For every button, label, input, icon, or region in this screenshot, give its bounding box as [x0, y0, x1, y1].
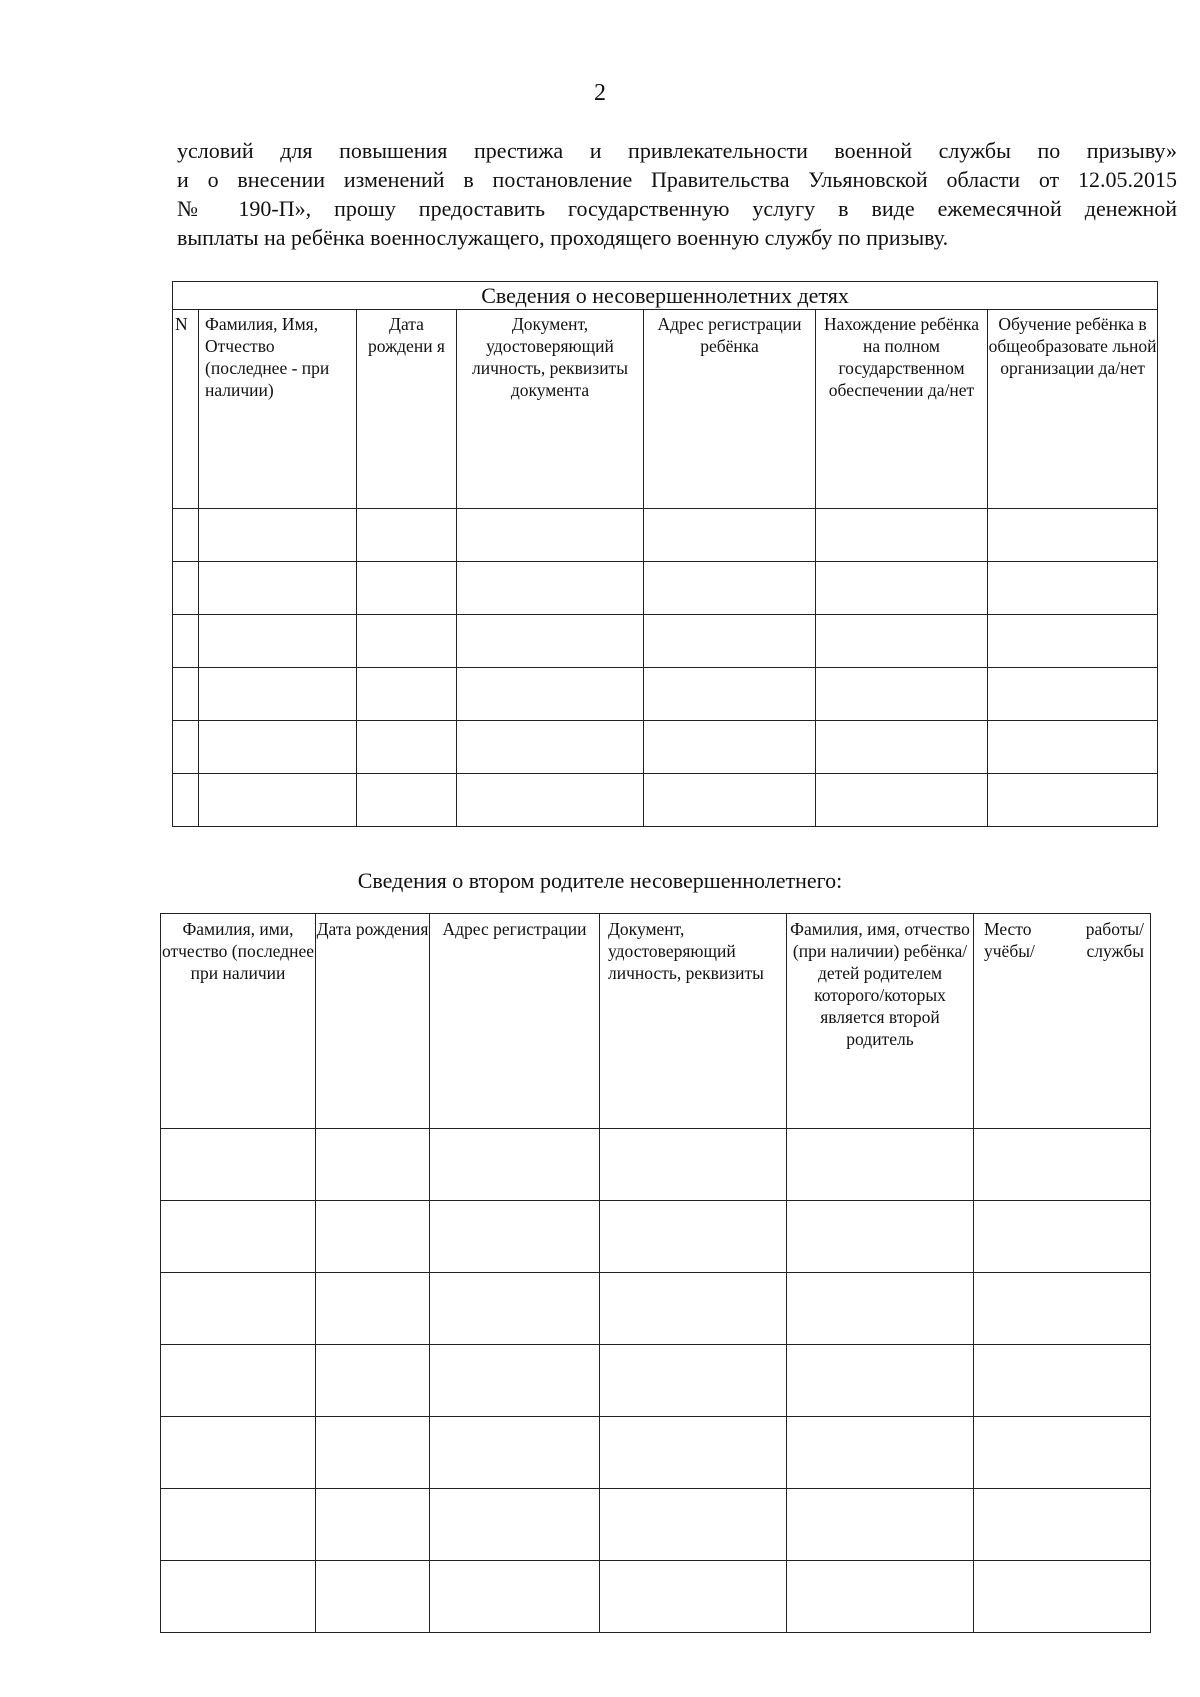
table-cell[interactable]	[974, 1273, 1151, 1345]
column-header-state-support: Нахождение ребёнка на полном государственном обеспечении да/нет	[816, 310, 988, 509]
table-cell[interactable]	[161, 1417, 316, 1489]
table-cell[interactable]	[457, 668, 644, 721]
table-cell[interactable]	[316, 1561, 430, 1633]
table-cell[interactable]	[173, 774, 199, 827]
table-cell[interactable]	[161, 1201, 316, 1273]
table-row	[173, 615, 1158, 668]
table-cell[interactable]	[199, 562, 357, 615]
table-cell[interactable]	[430, 1345, 600, 1417]
column-header-parent-birth-date: Дата рождения	[316, 914, 430, 1129]
table-row	[161, 1489, 1151, 1561]
table-cell[interactable]	[173, 615, 199, 668]
second-parent-section-title: Сведения о втором родителе несовершеннолетнего:	[357, 868, 843, 893]
column-header-parent-workplace: Место работы/ учёбы/ службы	[974, 914, 1151, 1129]
table-cell[interactable]	[199, 721, 357, 774]
table-cell[interactable]	[316, 1345, 430, 1417]
table-cell[interactable]	[457, 615, 644, 668]
table-cell[interactable]	[457, 721, 644, 774]
table-cell[interactable]	[988, 774, 1158, 827]
table-cell[interactable]	[974, 1489, 1151, 1561]
page-number: 2	[594, 80, 606, 106]
table-cell[interactable]	[974, 1417, 1151, 1489]
table-cell[interactable]	[173, 562, 199, 615]
table-cell[interactable]	[988, 562, 1158, 615]
table-cell[interactable]	[787, 1273, 974, 1345]
table-cell[interactable]	[600, 1273, 787, 1345]
table-row	[173, 509, 1158, 562]
table-row	[161, 1201, 1151, 1273]
column-header-identity-document: Документ, удостоверяющий личность, реквизиты документа	[457, 310, 644, 509]
table-row	[161, 1273, 1151, 1345]
table-cell[interactable]	[161, 1489, 316, 1561]
intro-line: выплаты на ребёнка военнослужащего, проходящего военную службу по призыву.	[177, 225, 949, 250]
table-cell[interactable]	[316, 1201, 430, 1273]
column-header-full-name: Фамилия, Имя, Отчество (последнее - при наличии)	[199, 310, 357, 509]
table-cell[interactable]	[644, 509, 816, 562]
table-cell[interactable]	[357, 509, 457, 562]
table-cell[interactable]	[430, 1129, 600, 1201]
table-cell[interactable]	[161, 1273, 316, 1345]
table-cell[interactable]	[357, 774, 457, 827]
table-cell[interactable]	[988, 615, 1158, 668]
table-cell[interactable]	[430, 1273, 600, 1345]
table-cell[interactable]	[816, 668, 988, 721]
table-cell[interactable]	[974, 1201, 1151, 1273]
table-cell[interactable]	[644, 615, 816, 668]
table-row	[161, 1417, 1151, 1489]
table-cell[interactable]	[787, 1561, 974, 1633]
table-cell[interactable]	[430, 1489, 600, 1561]
table-cell[interactable]	[357, 668, 457, 721]
table-cell[interactable]	[644, 721, 816, 774]
table-cell[interactable]	[974, 1345, 1151, 1417]
table-cell[interactable]	[644, 562, 816, 615]
table-cell[interactable]	[357, 615, 457, 668]
table-cell[interactable]	[974, 1561, 1151, 1633]
table-cell[interactable]	[316, 1417, 430, 1489]
table-cell[interactable]	[816, 721, 988, 774]
table-cell[interactable]	[430, 1417, 600, 1489]
table-cell[interactable]	[787, 1489, 974, 1561]
intro-paragraph	[177, 136, 1177, 252]
table-cell[interactable]	[816, 615, 988, 668]
intro-line: и о внесении изменений в постановление Правительства Ульяновской области от 12.05.2015	[177, 167, 1177, 192]
second-parent-table	[160, 913, 1151, 1633]
table-row	[173, 721, 1158, 774]
table-row	[161, 1129, 1151, 1201]
table-cell[interactable]	[161, 1129, 316, 1201]
table-cell[interactable]	[600, 1345, 787, 1417]
table-cell[interactable]	[787, 1201, 974, 1273]
table-cell[interactable]	[457, 774, 644, 827]
table-cell[interactable]	[600, 1129, 787, 1201]
column-header-parent-identity-document: Документ, удостоверяющий личность, реквизиты	[600, 914, 787, 1129]
table-cell[interactable]	[600, 1417, 787, 1489]
table-cell[interactable]	[644, 668, 816, 721]
table-cell[interactable]	[457, 509, 644, 562]
table-row	[173, 774, 1158, 827]
children-table	[172, 281, 1158, 827]
table-row	[173, 668, 1158, 721]
table-cell[interactable]	[161, 1345, 316, 1417]
table-row	[161, 1561, 1151, 1633]
table-cell[interactable]	[816, 774, 988, 827]
table-cell[interactable]	[988, 509, 1158, 562]
intro-line: № 190-П», прошу предоставить государственную услугу в виде ежемесячной денежной	[177, 196, 1177, 221]
table-cell[interactable]	[161, 1561, 316, 1633]
children-table-title: Сведения о несовершеннолетних детях	[173, 282, 1158, 310]
table-cell[interactable]	[974, 1129, 1151, 1201]
column-header-registration-address: Адрес регистрации ребёнка	[644, 310, 816, 509]
table-cell[interactable]	[787, 1417, 974, 1489]
table-row	[161, 1345, 1151, 1417]
table-cell[interactable]	[316, 1129, 430, 1201]
table-cell[interactable]	[173, 668, 199, 721]
column-header-parent-children-names: Фамилия, имя, отчество (при наличии) ребёнка/ детей родителем которого/которых является второй родитель	[787, 914, 974, 1129]
table-cell[interactable]	[357, 721, 457, 774]
table-cell[interactable]	[199, 509, 357, 562]
table-cell[interactable]	[173, 509, 199, 562]
column-header-birth-date: Дата рождени я	[357, 310, 457, 509]
table-cell[interactable]	[816, 562, 988, 615]
table-cell[interactable]	[644, 774, 816, 827]
table-cell[interactable]	[816, 509, 988, 562]
table-cell[interactable]	[199, 615, 357, 668]
column-header-number: N	[173, 310, 199, 509]
table-cell[interactable]	[600, 1489, 787, 1561]
table-cell[interactable]	[173, 721, 199, 774]
table-cell[interactable]	[430, 1561, 600, 1633]
table-row	[173, 562, 1158, 615]
column-header-parent-registration-address: Адрес регистрации	[430, 914, 600, 1129]
table-cell[interactable]	[357, 562, 457, 615]
table-cell[interactable]	[600, 1201, 787, 1273]
table-cell[interactable]	[600, 1561, 787, 1633]
intro-line: условий для повышения престижа и привлекательности военной службы по призыву»	[177, 138, 1177, 163]
table-cell[interactable]	[316, 1273, 430, 1345]
table-cell[interactable]	[457, 562, 644, 615]
table-cell[interactable]	[787, 1129, 974, 1201]
column-header-parent-full-name: Фамилия, ими, отчество (последнее при наличии	[161, 914, 316, 1129]
table-cell[interactable]	[988, 668, 1158, 721]
table-cell[interactable]	[316, 1489, 430, 1561]
second-parent-table-header	[161, 914, 1151, 1129]
children-table-header	[173, 310, 1158, 509]
table-cell[interactable]	[787, 1345, 974, 1417]
table-cell[interactable]	[430, 1201, 600, 1273]
column-header-education: Обучение ребёнка в общеобразовате льной организации да/нет	[988, 310, 1158, 509]
table-cell[interactable]	[199, 774, 357, 827]
table-cell[interactable]	[988, 721, 1158, 774]
table-cell[interactable]	[199, 668, 357, 721]
